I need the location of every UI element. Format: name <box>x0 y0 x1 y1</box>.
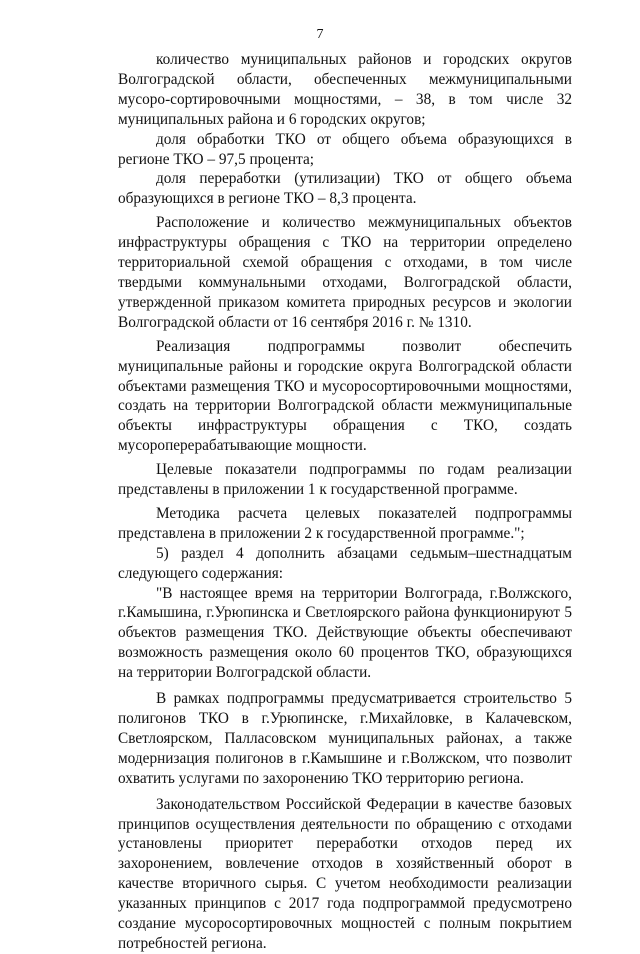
page-number: 7 <box>316 27 324 42</box>
paragraph-current-facilities: "В настоящее время на территории Волгограда, г.Волжского, г.Камышина, г.Урюпинска и Светлоярского района функционируют 5 объектов размещения ТКО. Действующие объекты обеспечивают возможность размещения около 60 процентов ТКО, образующихся на территории Волгоградской области. <box>118 584 572 682</box>
paragraph-methodology: Методика расчета целевых показателей подпрограммы представлена в приложении 2 к государственной программе."; <box>118 504 572 542</box>
document-body <box>118 50 572 954</box>
paragraph-municipal-districts-count: количество муниципальных районов и городских округов Волгоградской области, обеспеченных межмуниципальными мусоро-сортировочными мощностями, – 38, в том числе 32 муниципальных района и 6 городских округов; <box>118 51 572 128</box>
paragraph-subprogram-implementation: Реализация подпрограммы позволит обеспечить муниципальные районы и городские округа Волгоградской области объектами размещения ТКО и мусоросортировочными мощностями, создать на территории Волгоградской области межмуниципальные объекты инфраструктуры обращения с ТКО, создать мусороперерабатывающие мощности. <box>118 337 572 455</box>
paragraph-landfill-construction: В рамках подпрограммы предусматривается строительство 5 полигонов ТКО в г.Урюпинске, г.Михайловке, в Калачевском, Светлоярском, Палласовском муниципальных районах, а также модернизация полигонов в г.Камышине и г.Волжском, что позволит охватить услугами по захоронению ТКО территорию региона. <box>118 690 572 787</box>
paragraph-section-amendment: 5) раздел 4 дополнить абзацами седьмым–шестнадцатым следующего содержания: <box>118 544 572 582</box>
paragraph-processing-share: доля обработки ТКО от общего объема образующихся в регионе ТКО – 97,5 процента; <box>118 130 572 168</box>
paragraph-legislation-principles: Законодательством Российской Федерации в качестве базовых принципов осуществления деятельности по обращению с отходами установлены приоритет переработки отходов перед их захоронением, вовлечение отходов в хозяйственный оборот в качестве вторичного сырья. С учетом необходимости реализации указанных принципов с 2017 года подпрограммой предусмотрено создание мусоросортировочных мощностей с полным покрытием потребностей региона. <box>118 795 572 952</box>
paragraph-recycling-share: доля переработки (утилизации) ТКО от общего объема образующихся в регионе ТКО – 8,3 процента. <box>118 170 572 208</box>
paragraph-target-indicators: Целевые показатели подпрограммы по годам реализации представлены в приложении 1 к государственной программе. <box>118 461 572 499</box>
paragraph-infrastructure-location: Расположение и количество межмуниципальных объектов инфраструктуры обращения с ТКО на территории определено территориальной схемой обращения с отходами, в том числе твердыми коммунальными отходами, Волгоградской области, утвержденной приказом комитета природных ресурсов и экологии Волгоградской области от 16 сентября 2016 г. № 1310. <box>118 214 572 331</box>
